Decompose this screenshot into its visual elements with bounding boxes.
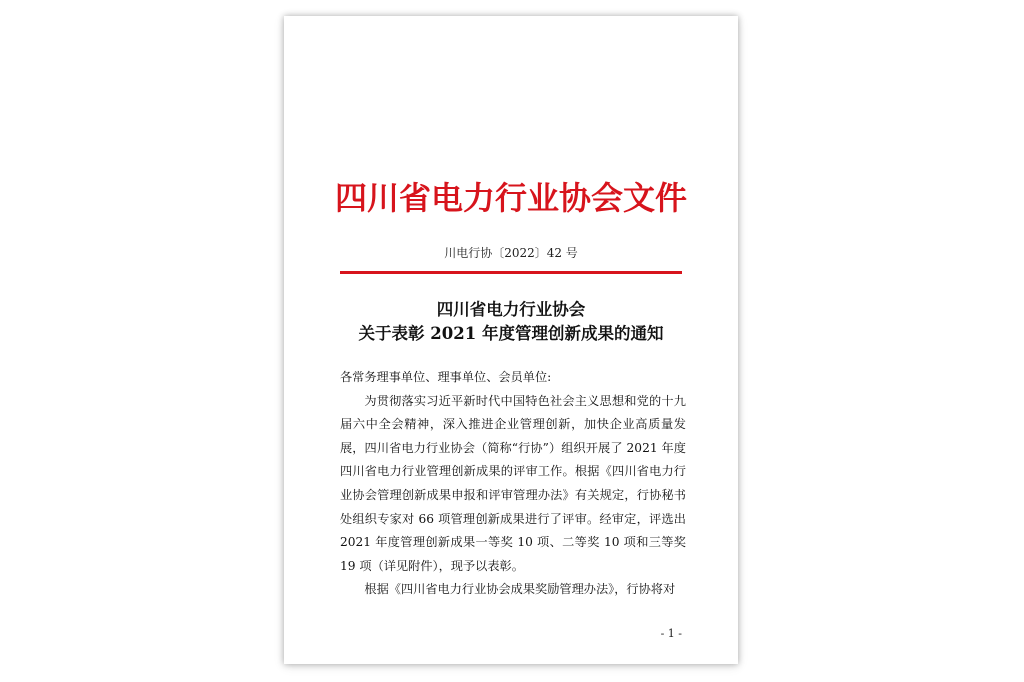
notice-title	[284, 298, 738, 346]
document-number: 川电行协〔2022〕42 号	[444, 246, 578, 260]
header-divider	[340, 271, 682, 274]
salutation: 各常务理事单位、理事单位、会员单位:	[340, 370, 552, 384]
document-page	[284, 16, 738, 664]
notice-title-line-2: 关于表彰 2021 年度管理创新成果的通知	[358, 324, 664, 343]
body-paragraph-1: 为贯彻落实习近平新时代中国特色社会主义思想和党的十九届六中全会精神，深入推进企业管理创新，加快企业高质量发展，四川省电力行业协会（简称“行协”）组织开展了 2021 年度四川省电力行业管理创新成果的评审工作。根据《四川省电力行业协会管理创新成果申报和评审管理办法》有关规定，行协秘书处组织专家对 66 项管理创新成果进行了评审。经审定，评选出 2021 年度管理创新成果一等奖 10 项、二等奖 10 项和三等奖 19 项（详见附件），现予以表彰。	[340, 393, 686, 573]
body-paragraph-2: 根据《四川省电力行业协会成果奖励管理办法》，行协将对	[364, 582, 676, 597]
notice-title-line-1: 四川省电力行业协会	[436, 300, 586, 319]
document-body	[340, 366, 686, 602]
page-number: - 1 -	[660, 627, 682, 640]
document-header-title: 四川省电力行业协会文件	[334, 179, 687, 217]
